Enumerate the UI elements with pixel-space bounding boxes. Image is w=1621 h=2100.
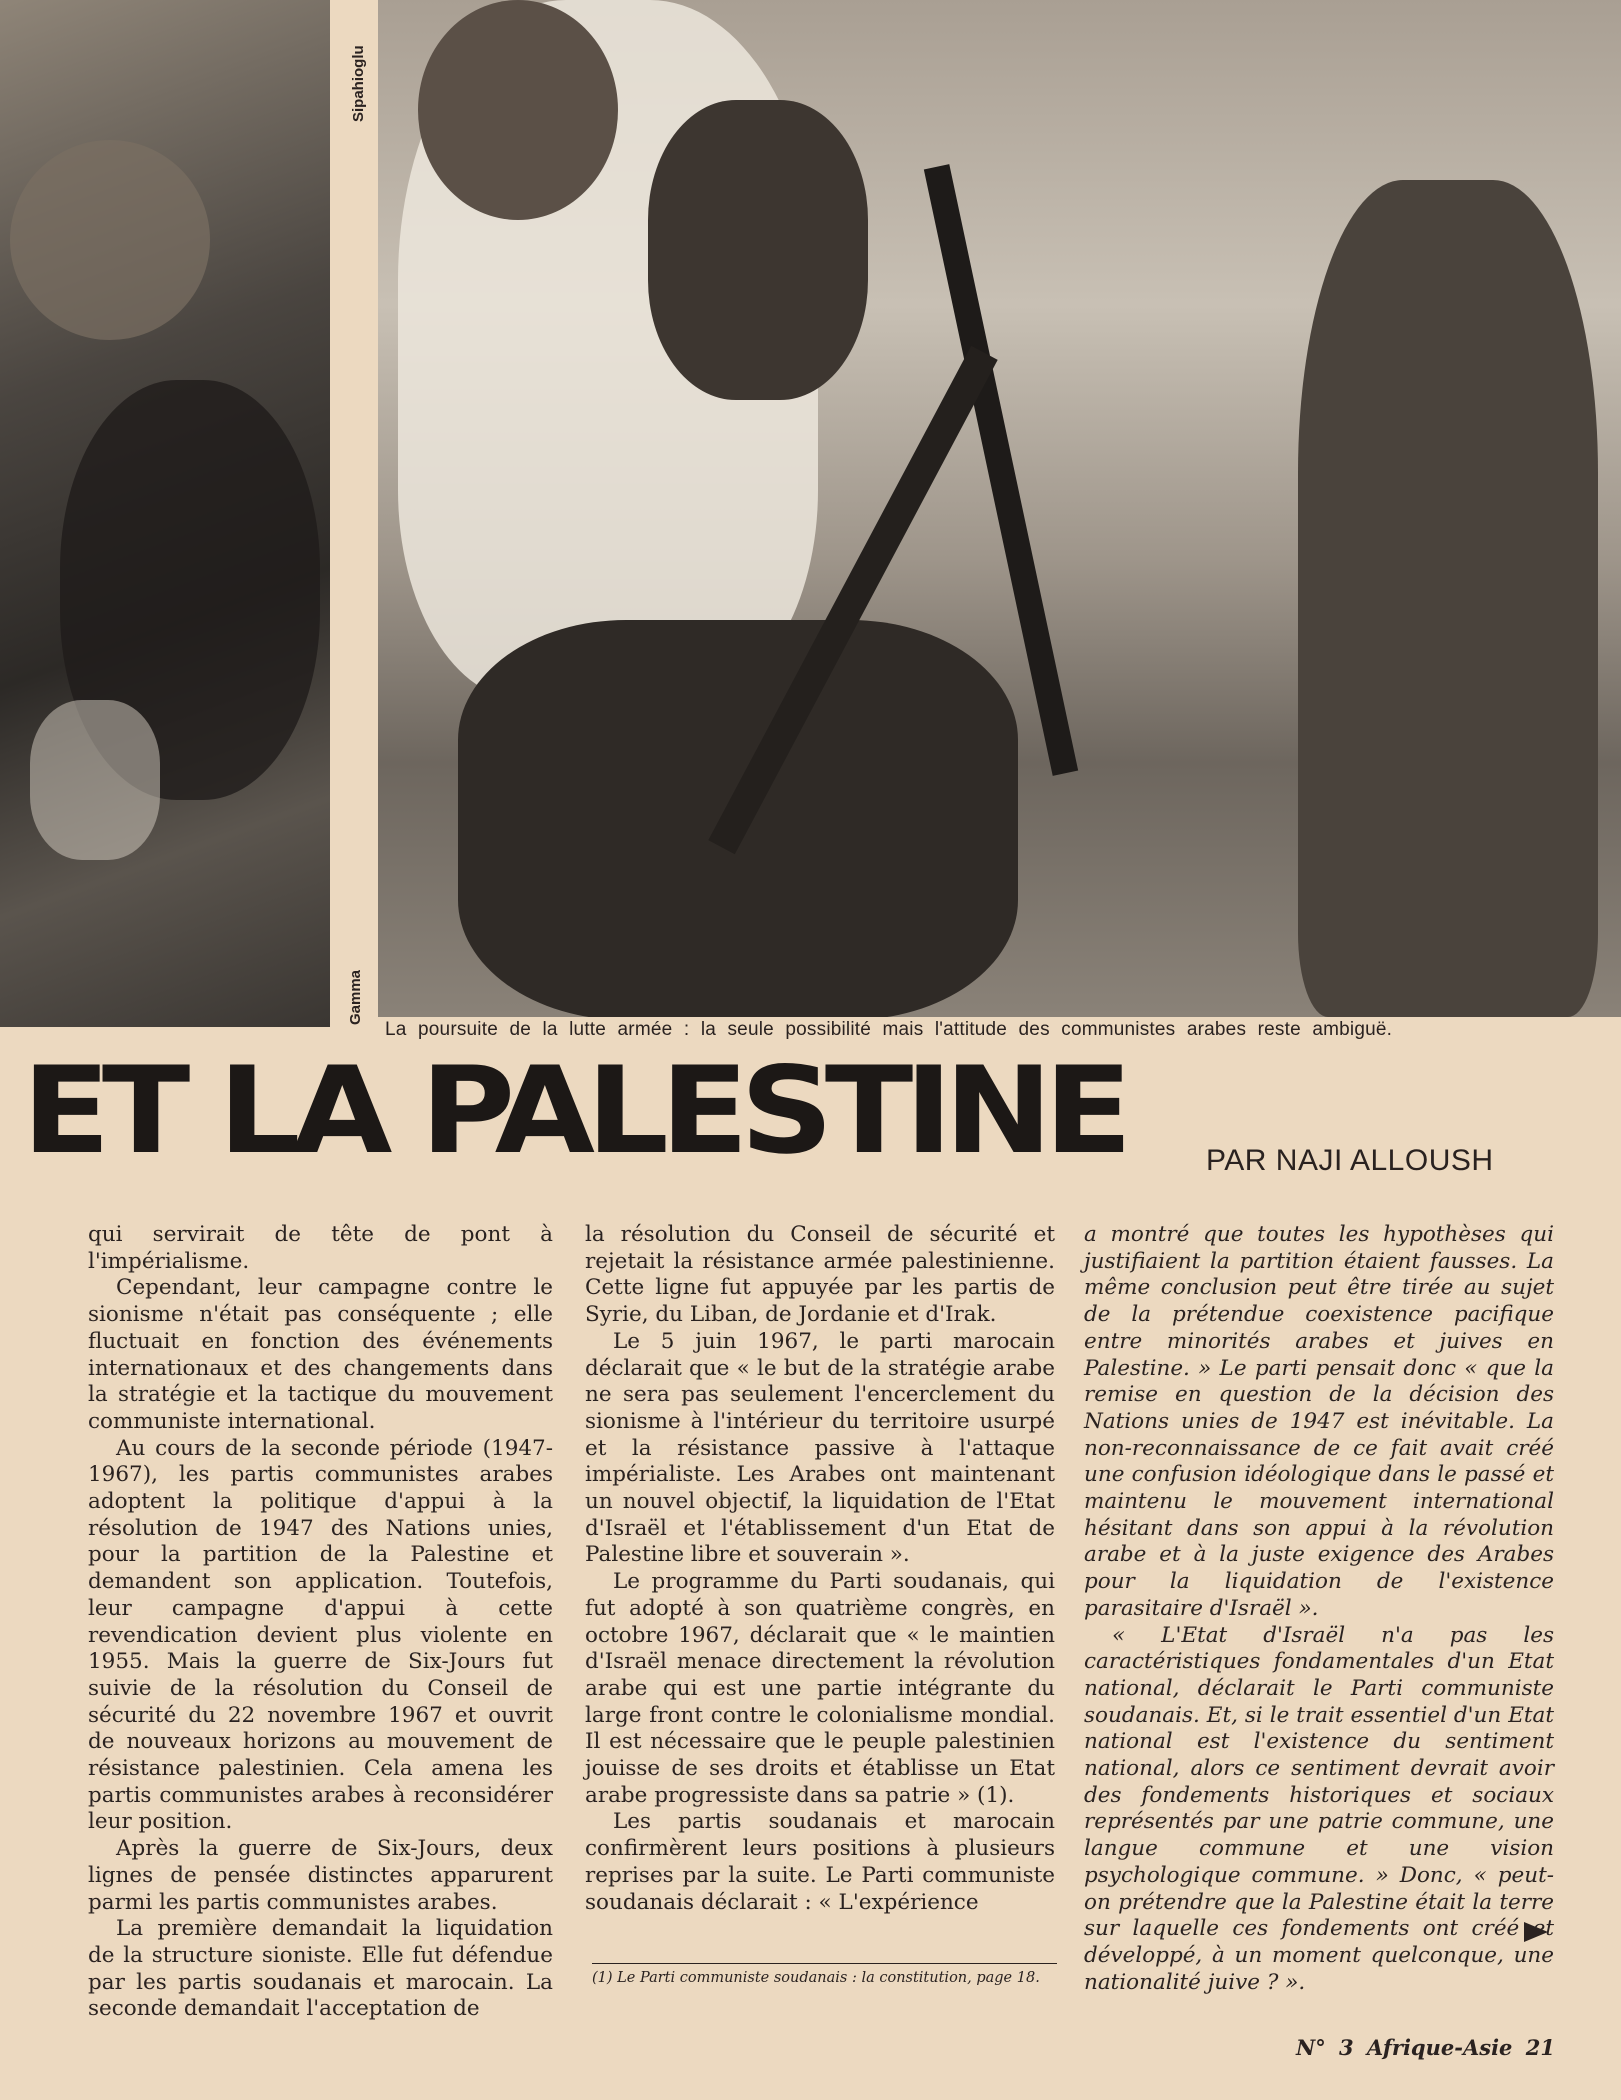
paragraph: Le 5 juin 1967, le parti marocain déclarait que « le but de la stratégie arabe ne sera pas seulement l'encerclement du sionisme à l'intérieur du territoire usurpé et la résistance passive à l'attaque impérialiste. Les Arabes ont maintenant un nouvel objectif, la liquidation de l'Etat d'Israël et l'établissement d'un Etat de Palestine libre et souverain ». [585, 1328, 1055, 1568]
photo-credit-bottom: Gamma [347, 969, 364, 1025]
page-folio: N° 3 Afrique-Asie 21 [1296, 2035, 1555, 2060]
paragraph: Au cours de la seconde période (1947-1967), les partis communistes arabes adoptent la politique d'appui à la résolution de 1947 des Nations unies, pour la partition de la Palestine et demandent son application. Toutefois, leur campagne d'appui à cette revendication devient plus violente en 1955. Mais la guerre de Six-Jours fut suivie de la résolution du Conseil de sécurité du 22 novembre 1967 et ouvrit de nouveaux horizons au mouvement de résistance palestinien. Cela amena les partis communistes arabes à reconsidérer leur position. [88, 1435, 553, 1835]
paragraph: « L'Etat d'Israël n'a pas les caractéristiques fondamentales d'un Etat national, déclarait le Parti communiste soudanais. Et, si le trait essentiel d'un Etat national est l'existence du sentiment national, alors ce sentiment devrait avoir des fondements historiques et sociaux représentés par une patrie commune, une langue commune et une vision psychologique commune. » Donc, « peut-on prétendre que la Palestine était la terre sur laquelle ces fondements ont créé et développé, à un moment quelconque, une nationalité juive ? ». [1084, 1622, 1554, 1995]
photo-main [378, 0, 1621, 1017]
paragraph: qui servirait de tête de pont à l'impérialisme. [88, 1222, 553, 1274]
photo-left [0, 0, 330, 1027]
column-3 [1084, 1222, 1554, 1996]
paragraph: Le programme du Parti soudanais, qui fut adopté à son quatrième congrès, en octobre 1967, déclarait que « le maintien d'Israël menace directement la révolution arabe qui est une partie intégrante du large front contre le colonialisme mondial. Il est nécessaire que le peuple palestinien jouisse de ses droits et établisse un Etat arabe progressiste dans sa patrie » (1). [585, 1569, 1055, 1808]
column-1 [88, 1222, 553, 2023]
continue-arrow-icon [1524, 1922, 1548, 1942]
paragraph: Les partis soudanais et marocain confirmèrent leurs positions à plusieurs reprises par la suite. Le Parti communiste soudanais déclarait : « L'expérience [585, 1809, 1055, 1915]
paragraph: La première demandait la liquidation de la structure sioniste. Elle fut défendue par les partis soudanais et marocain. La seconde demandait l'acceptation de [88, 1916, 553, 2022]
headline: ET LA PALESTINE [22, 1042, 1124, 1181]
paragraph: a montré que toutes les hypothèses qui justifiaient la partition étaient fausses. La même conclusion peut être tirée au sujet de la prétendue coexistence pacifique entre minorités arabes et juives en Palestine. » Le parti pensait donc « que la remise en question de la décision des Nations unies de 1947 est inévitable. La non-reconnaissance de ce fait avait créé une confusion idéologique dans le passé et maintenu le mouvement international hésitant dans son appui à la révolution arabe et à la juste exigence des Arabes pour la liquidation de l'existence parasitaire d'Israël ». [1084, 1222, 1554, 1621]
photo-credit-top: Sipahioglu [350, 45, 367, 122]
photo-caption: La poursuite de la lutte armée : la seule possibilité mais l'attitude des communistes arabes reste ambiguë. [385, 1019, 1393, 1040]
byline: PAR NAJI ALLOUSH [1206, 1144, 1494, 1177]
paragraph: Cependant, leur campagne contre le sionisme n'était pas conséquente ; elle fluctuait en fonction des événements internationaux et des changements dans la stratégie et la tactique du mouvement communiste international. [88, 1275, 553, 1434]
paragraph: Après la guerre de Six-Jours, deux lignes de pensée distinctes apparurent parmi les partis communistes arabes. [88, 1836, 553, 1915]
footnote: (1) Le Parti communiste soudanais : la constitution, page 18. [592, 1963, 1057, 1987]
paragraph: la résolution du Conseil de sécurité et rejetait la résistance armée palestinienne. Cette ligne fut appuyée par les partis de Syrie, du Liban, de Jordanie et d'Irak. [585, 1222, 1055, 1328]
column-2 [585, 1222, 1055, 1916]
